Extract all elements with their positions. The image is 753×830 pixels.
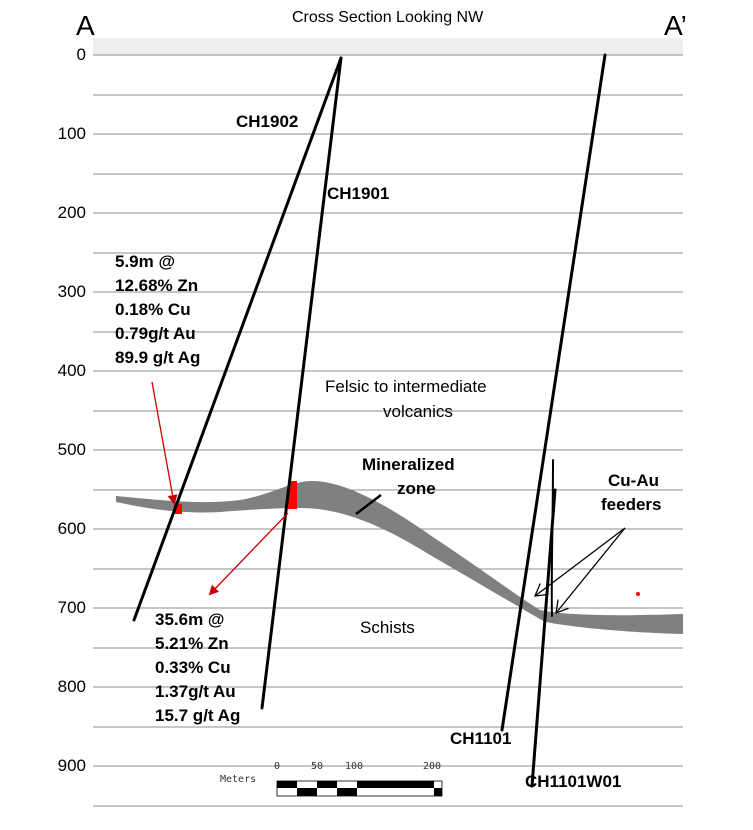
feeder-arrow-2 bbox=[556, 528, 625, 613]
scale-segment bbox=[297, 788, 317, 796]
hole-label-ch1902: CH1902 bbox=[236, 112, 299, 131]
mineralized-zone-label-line2: zone bbox=[397, 479, 436, 498]
felsic-unit-label-line2: volcanics bbox=[383, 402, 453, 421]
schists-unit-label: Schists bbox=[360, 618, 415, 637]
depth-tick-label: 100 bbox=[57, 124, 86, 143]
intercept-line: 0.18% Cu bbox=[115, 300, 191, 319]
scale-tick-label: 0 bbox=[274, 761, 281, 772]
depth-tick-label: 800 bbox=[57, 677, 86, 696]
top-band bbox=[93, 38, 683, 55]
scale-segment bbox=[277, 781, 297, 788]
intercept-line: 5.9m @ bbox=[115, 252, 176, 271]
lower-intercept-annotation bbox=[155, 608, 240, 728]
felsic-unit-label-line1: Felsic to intermediate bbox=[325, 377, 487, 396]
depth-tick-label: 600 bbox=[57, 519, 86, 538]
intercept-line: 5.21% Zn bbox=[155, 634, 229, 653]
scale-bar-label: Meters bbox=[220, 774, 257, 785]
drill-hole-ch1101 bbox=[502, 55, 605, 730]
scale-segment bbox=[317, 781, 337, 788]
scale-segment bbox=[337, 788, 357, 796]
hole-label-ch1901: CH1901 bbox=[327, 184, 390, 203]
depth-tick-label: 300 bbox=[57, 282, 86, 301]
section-start-label: A bbox=[76, 10, 95, 41]
intercept-line: 1.37g/t Au bbox=[155, 682, 236, 701]
hole-label-ch1101w01: CH1101W01 bbox=[525, 772, 622, 791]
intercept-line: 12.68% Zn bbox=[115, 276, 199, 295]
diagram-title: Cross Section Looking NW bbox=[292, 9, 484, 26]
scale-segment bbox=[357, 781, 434, 788]
mineralized-zone-label-line1: Mineralized bbox=[362, 455, 455, 474]
scale-tick-label: 50 bbox=[311, 761, 324, 772]
intercept-line: 15.7 g/t Ag bbox=[155, 706, 241, 725]
intercept-line: 35.6m @ bbox=[155, 610, 225, 629]
scale-tick-label: 200 bbox=[423, 761, 442, 772]
feeders-label-line2: feeders bbox=[601, 495, 662, 514]
intercept-line: 0.79g/t Au bbox=[115, 324, 196, 343]
depth-tick-label: 200 bbox=[57, 203, 86, 222]
depth-tick-label: 500 bbox=[57, 440, 86, 459]
depth-tick-label: 900 bbox=[57, 756, 86, 775]
feeders-label-line1: Cu-Au bbox=[608, 471, 659, 490]
depth-tick-label: 400 bbox=[57, 361, 86, 380]
intercept-line: 89.9 g/t Ag bbox=[115, 348, 201, 367]
upper-intercept-arrow bbox=[152, 382, 174, 503]
intercept-line: 0.33% Cu bbox=[155, 658, 231, 677]
hole-label-ch1101: CH1101 bbox=[450, 729, 512, 748]
depth-tick-label: 0 bbox=[76, 45, 86, 64]
depth-tick-label: 700 bbox=[57, 598, 86, 617]
scale-segment bbox=[434, 788, 442, 796]
upper-intercept-annotation bbox=[115, 250, 200, 370]
scale-tick-label: 100 bbox=[345, 761, 364, 772]
scale-bar bbox=[277, 781, 442, 796]
drill-hole-ch1101-branch bbox=[552, 460, 553, 616]
red-dot bbox=[636, 592, 640, 596]
section-end-label: A’ bbox=[664, 10, 687, 41]
